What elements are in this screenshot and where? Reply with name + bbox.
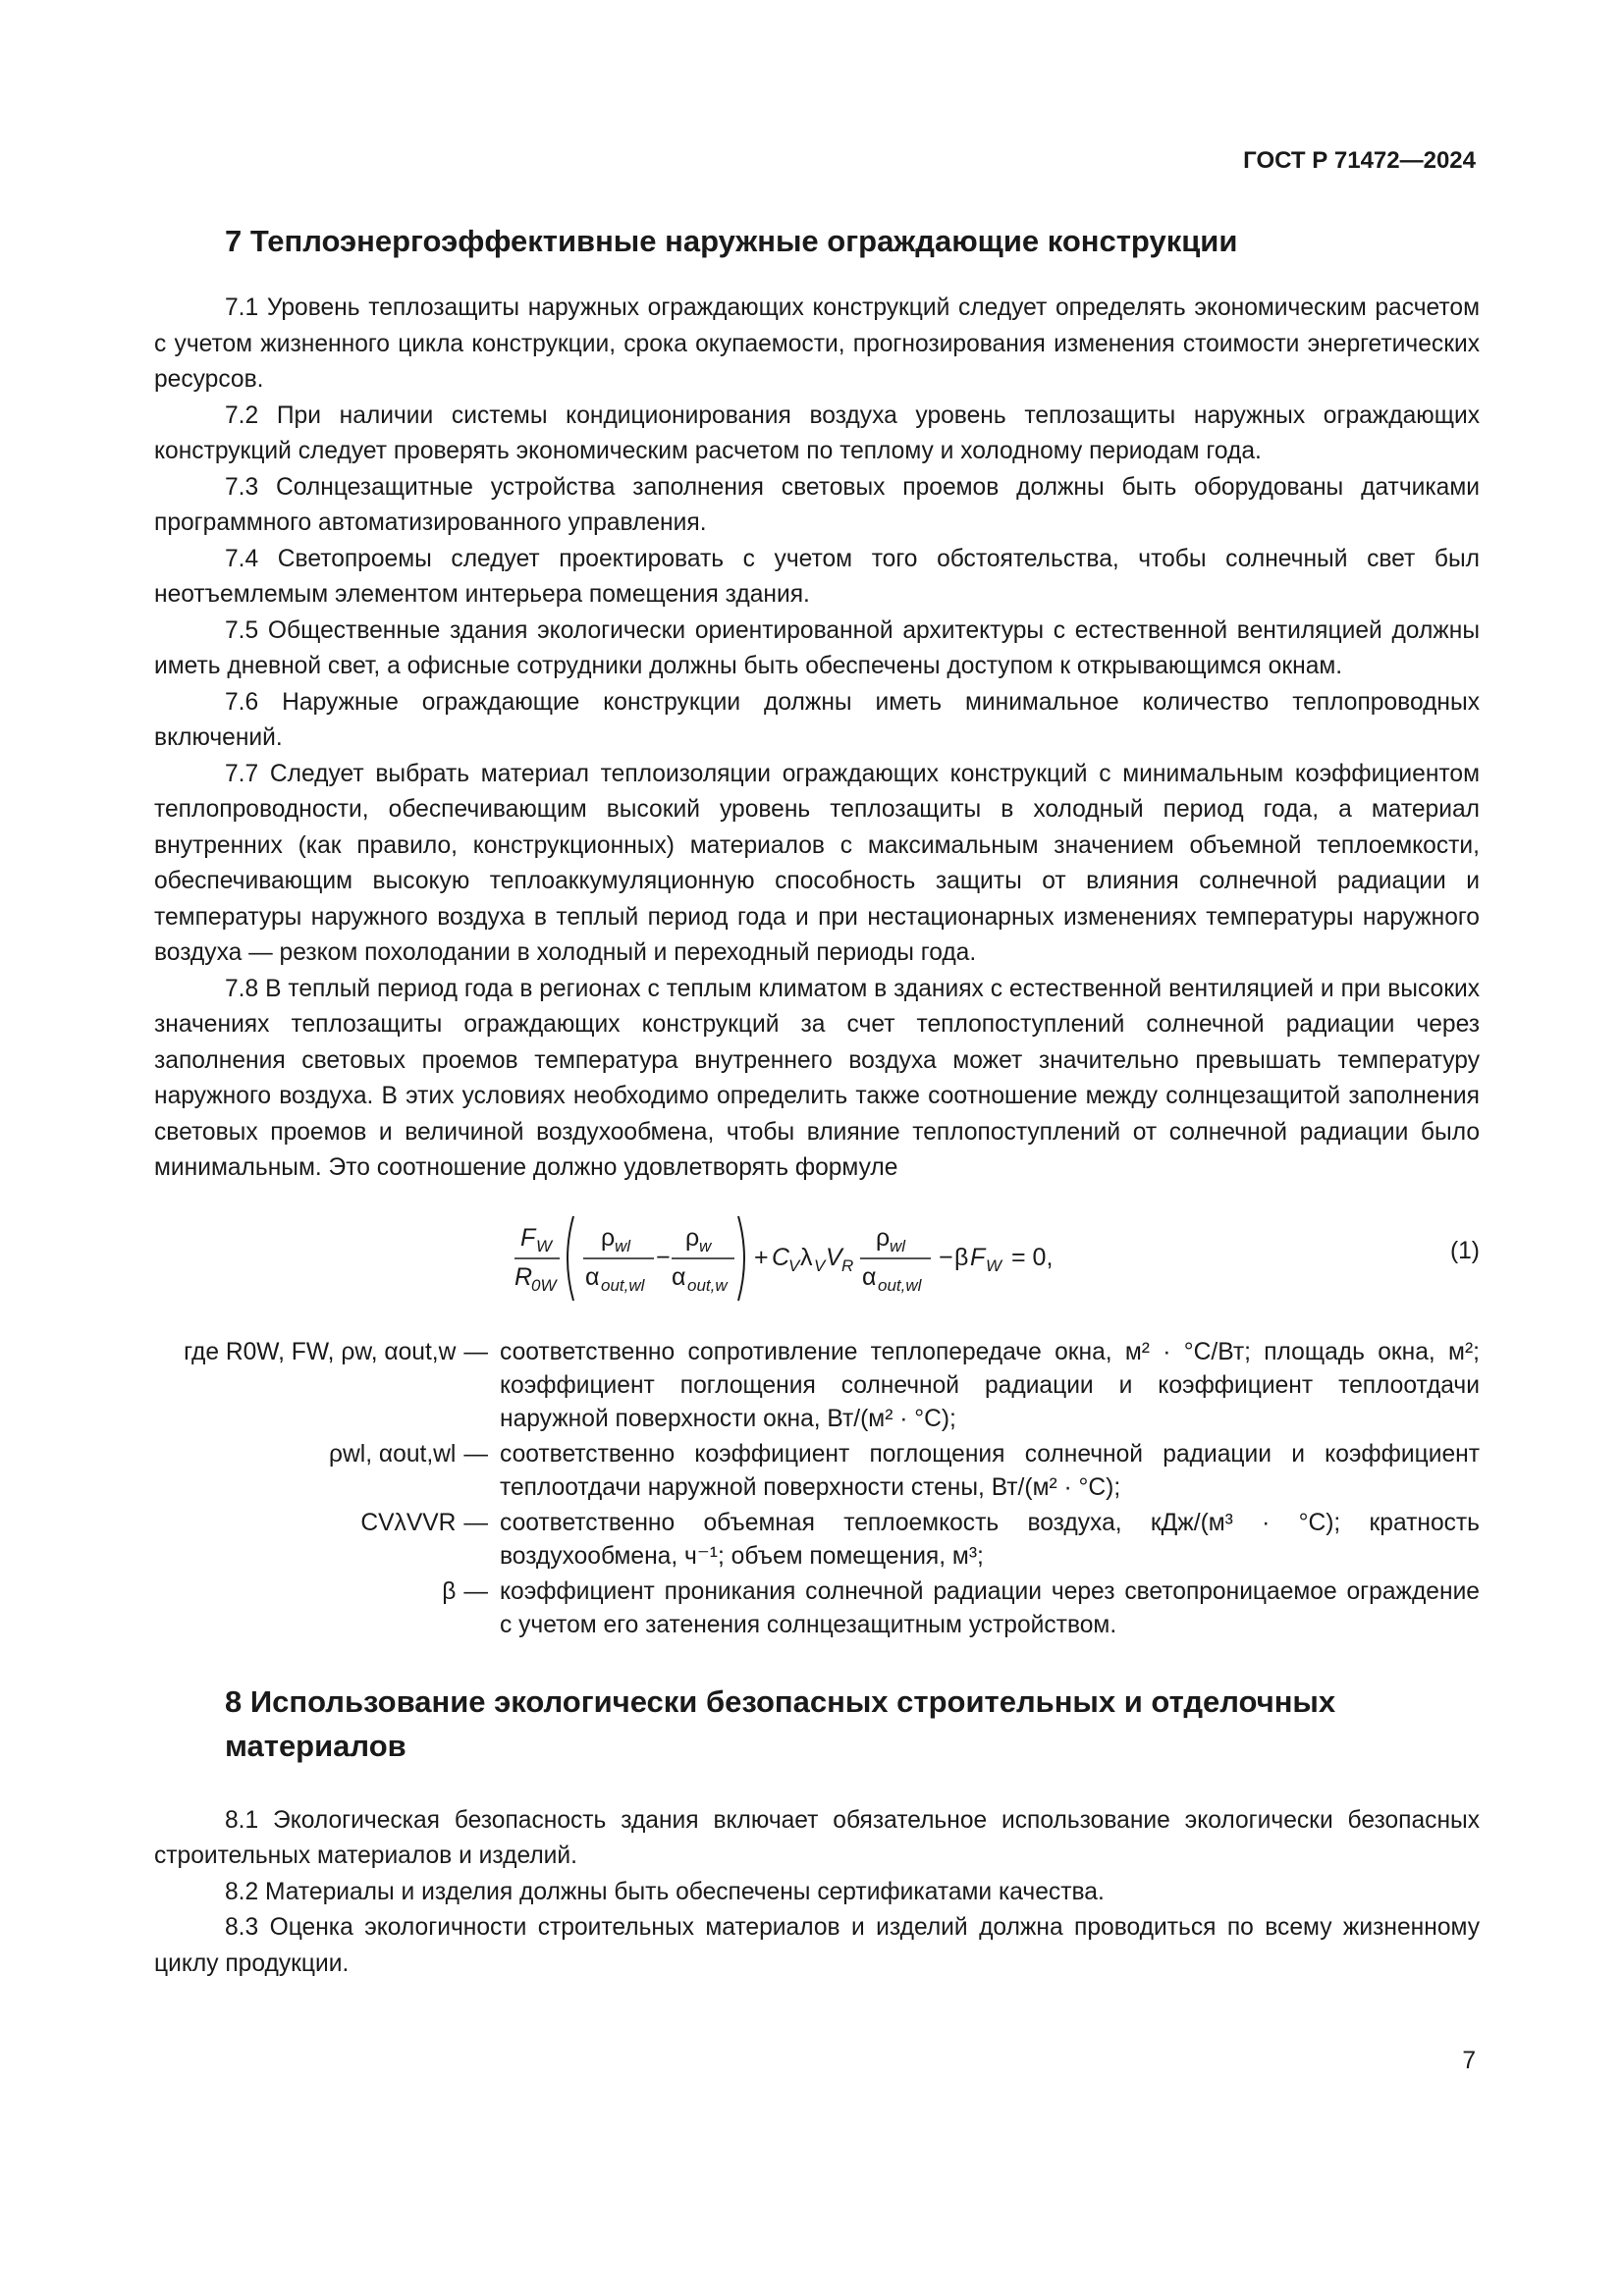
formula-rho-wl: ρ	[601, 1223, 616, 1252]
formula-alpha-wl-2-sub: out,wl	[878, 1275, 922, 1295]
legend-symbols	[154, 1336, 488, 1369]
section-8-title: 8 Использование экологически безопасных строительных и отделочных материалов	[225, 1683, 1336, 1763]
formula-f-2-sub: W	[986, 1255, 1002, 1275]
page-content	[154, 222, 1480, 1982]
legend-row	[154, 1336, 1480, 1436]
legend-row	[154, 1507, 1480, 1574]
legend-dash: —	[463, 1577, 488, 1605]
formula-rho-wl-2: ρ	[876, 1223, 891, 1252]
legend-symbols	[154, 1438, 488, 1471]
legend-symbols	[154, 1507, 488, 1540]
formula-r-sub: 0W	[531, 1275, 557, 1295]
formula-rho-wl-sub: wl	[615, 1236, 631, 1255]
formula-beta: β	[954, 1243, 969, 1271]
formula-alpha-wl-2: α	[862, 1262, 877, 1291]
legend-symbols-text: ρwl, αout,wl	[329, 1440, 457, 1468]
formula-lambda: λ	[800, 1243, 813, 1271]
paragraph-7-5: 7.5 Общественные здания экологически ориентированной архитектуры с естественной вентиляцией должны иметь дневной свет, а офисные сотрудники должны быть обеспечены доступом к открывающимся окнам.	[154, 616, 1480, 679]
formula-alpha-wl: α	[585, 1262, 600, 1291]
paragraph-7-7: 7.7 Следует выбрать материал теплоизоляции ограждающих конструкций с минимальным коэффициентом теплопроводности, обеспечивающим высокий уровень теплозащиты в холодный период года, а материал внутренних (как правило, конструкционных) материалов с максимальным значением объемной теплоемкости, обеспечивающим высокую теплоаккумуляционную способность защиты от влияния солнечной радиации и температуры наружного воздуха в теплый период года и при нестационарных изменениях температуры наружного воздуха — резком похолодании в холодный и переходный периоды года.	[154, 760, 1480, 966]
formula-alpha-w-sub: out,w	[687, 1275, 728, 1295]
legend-text: соответственно сопротивление теплопередаче окна, м² · °С/Вт; площадь окна, м²; коэффициент поглощения солнечной радиации и коэффициент теплоотдачи наружной поверхности окна, Вт/(м² · °С);	[500, 1338, 1480, 1432]
legend-dash: —	[463, 1509, 488, 1536]
document-id: ГОСТ Р 71472—2024	[1243, 147, 1476, 174]
formula-c-sub: V	[788, 1255, 800, 1275]
paragraph-7-4: 7.4 Светопроемы следует проектировать с учетом того обстоятельства, чтобы солнечный свет был неотъемлемым элементом интерьера помещения здания.	[154, 545, 1480, 608]
legend-row	[154, 1575, 1480, 1642]
formula-minus-2: −	[939, 1243, 953, 1271]
section-7-title: 7 Теплоэнергоэффективные наружные ограждающие конструкции	[225, 224, 1238, 258]
formula-v-sub: R	[841, 1255, 854, 1275]
legend-dash: —	[463, 1338, 488, 1365]
formula-equals: = 0,	[1011, 1243, 1054, 1271]
formula-expression	[511, 1204, 1100, 1308]
formula-rho-wl-2-sub: wl	[890, 1236, 906, 1255]
paragraph-7-3: 7.3 Солнцезащитные устройства заполнения световых проемов должны быть оборудованы датчиками программного автоматизированного управления.	[154, 473, 1480, 536]
formula-f: F	[520, 1223, 536, 1252]
formula-f-2: F	[970, 1243, 986, 1271]
formula-legend	[154, 1336, 1480, 1642]
formula-f-sub: W	[536, 1236, 553, 1255]
paragraph-8-3: 8.3 Оценка экологичности строительных материалов и изделий должна проводиться по всему жизненному циклу продукции.	[154, 1914, 1480, 1977]
formula-lambda-sub: V	[814, 1255, 826, 1275]
legend-text: соответственно коэффициент поглощения солнечной радиации и коэффициент теплоотдачи наружной поверхности стены, Вт/(м² · °С);	[500, 1440, 1480, 1501]
formula-1	[154, 1204, 1480, 1308]
formula-v: V	[826, 1243, 842, 1271]
page-number: 7	[1462, 2048, 1476, 2074]
paragraph-7-8: 7.8 В теплый период года в регионах с теплым климатом в зданиях с естественной вентиляцией и при высоких значениях теплозащиты ограждающих конструкций за счет теплопоступлений солнечной радиации через заполнения световых проемов температура внутреннего воздуха может значительно превышать температуру наружного воздуха. В этих условиях необходимо определить также соотношение между солнцезащитой заполнения световых проемов и величиной воздухообмена, чтобы влияние теплопоступлений от солнечной радиации было минимальным. Это соотношение должно удовлетворять формуле	[154, 975, 1480, 1181]
formula-c: C	[772, 1243, 790, 1271]
formula-minus-1: −	[656, 1243, 671, 1271]
paragraph-8-1: 8.1 Экологическая безопасность здания включает обязательное использование экологически безопасных строительных материалов и изделий.	[154, 1806, 1480, 1869]
formula-rho-w-sub: w	[699, 1236, 712, 1255]
formula-rho-w: ρ	[685, 1223, 700, 1252]
legend-text: коэффициент проникания солнечной радиации через светопроницаемое ограждение с учетом его затенения солнцезащитным устройством.	[500, 1577, 1480, 1638]
legend-symbols-text: CVλVVR	[360, 1509, 457, 1536]
formula-alpha-w: α	[672, 1262, 686, 1291]
legend-symbols-text: β	[442, 1577, 457, 1605]
formula-number: (1)	[1449, 1237, 1480, 1264]
formula-plus: +	[754, 1243, 769, 1271]
paragraph-8-2: 8.2 Материалы и изделия должны быть обеспечены сертификатами качества.	[225, 1878, 1105, 1905]
paragraph-7-2: 7.2 При наличии системы кондиционирования воздуха уровень теплозащиты наружных ограждающих конструкций следует проверять экономическим расчетом по теплому и холодному периодам года.	[154, 401, 1480, 464]
legend-dash: —	[463, 1440, 488, 1468]
legend-symbols-text: где R0W, FW, ρw, αout,w	[184, 1338, 457, 1365]
legend-symbols	[154, 1575, 488, 1609]
legend-text: соответственно объемная теплоемкость воздуха, кДж/(м³ · °С); кратность воздухообмена, ч⁻¹; объем помещения, м³;	[500, 1509, 1480, 1570]
paragraph-7-1: 7.1 Уровень теплозащиты наружных ограждающих конструкций следует определять экономическим расчетом с учетом жизненного цикла конструкции, срока окупаемости, прогнозирования изменения стоимости энергетических ресурсов.	[154, 294, 1480, 393]
paragraph-7-6: 7.6 Наружные ограждающие конструкции должны иметь минимальное количество теплопроводных включений.	[154, 688, 1480, 751]
formula-r: R	[514, 1262, 533, 1291]
legend-row	[154, 1438, 1480, 1505]
formula-alpha-wl-sub: out,wl	[601, 1275, 645, 1295]
